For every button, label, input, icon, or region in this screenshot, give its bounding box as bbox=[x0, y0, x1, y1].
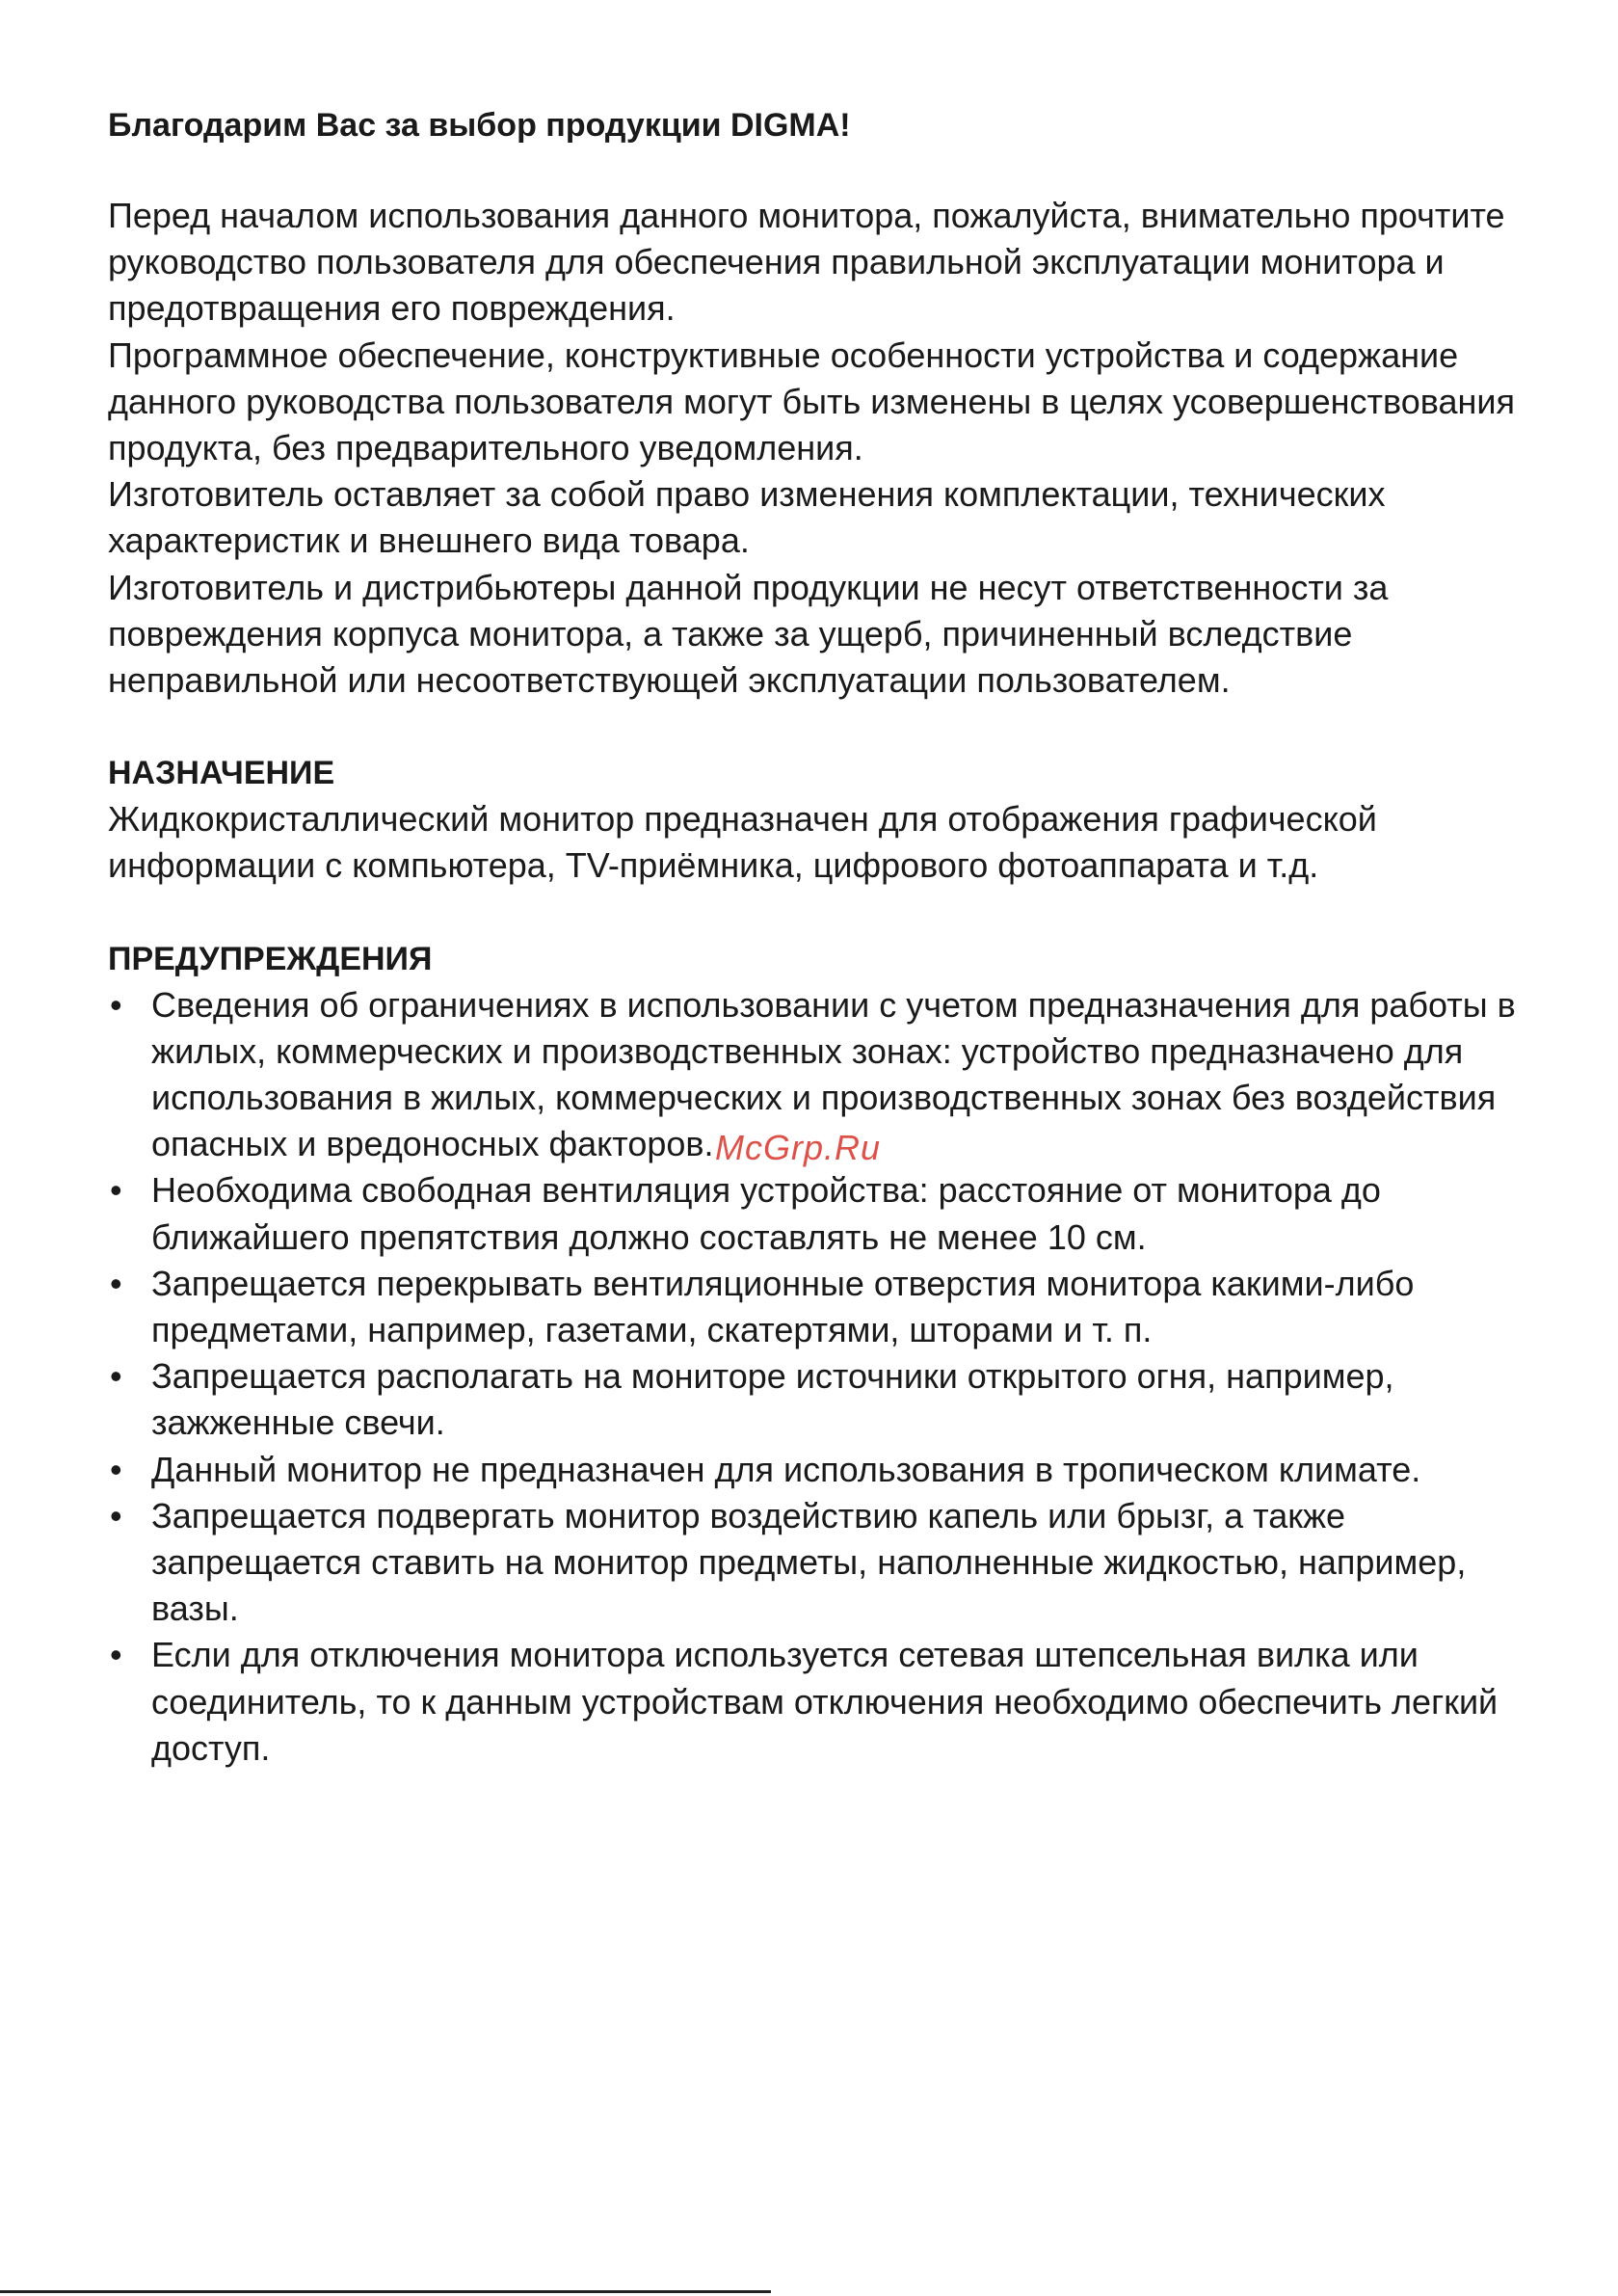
warnings-list bbox=[108, 982, 1525, 1772]
purpose-text: Жидкокристаллический монитор предназначен для отображения графической информации с компьютера, TV-приёмника, цифрового фотоаппарата и т.д. bbox=[108, 799, 1377, 886]
warning-text: Запрещается перекрывать вентиляционные отверстия монитора какими-либо предметами, например, газетами, скатертями, шторами и т. п. bbox=[151, 1263, 1415, 1350]
intro-paragraph: Перед началом использования данного монитора, пожалуйста, внимательно прочтите руководство пользователя для обеспечения правильной эксплуатации монитора и предотвращения его повреждения. bbox=[108, 196, 1505, 329]
purpose-heading: НАЗНАЧЕНИЕ bbox=[108, 755, 335, 792]
bullet-icon: • bbox=[110, 1449, 122, 1489]
list-item bbox=[108, 1447, 1525, 1493]
warning-text: Данный монитор не предназначен для использования в тропическом климате. bbox=[151, 1449, 1421, 1489]
warning-text: Запрещается подвергать монитор воздействию капель или брызг, а также запрещается ставить на монитор предметы, наполненные жидкостью, например, вазы. bbox=[151, 1495, 1467, 1629]
warning-text: Необходима свободная вентиляция устройства: расстояние от монитора до ближайшего препятствия должно составлять не менее 10 см. bbox=[151, 1170, 1381, 1257]
intro-section bbox=[108, 193, 1525, 704]
list-item bbox=[108, 1261, 1525, 1353]
thanks-heading: Благодарим Вас за выбор продукции DIGMA! bbox=[108, 107, 851, 144]
intro-paragraph: Изготовитель и дистрибьютеры данной продукции не несут ответственности за повреждения корпуса монитора, а также за ущерб, причиненный вследствие неправильной или несоответствующей эксплуатации пользователем. bbox=[108, 567, 1389, 701]
warnings-section bbox=[108, 936, 1525, 1772]
list-item bbox=[108, 1493, 1525, 1633]
bottom-divider bbox=[0, 2290, 771, 2293]
warnings-heading: ПРЕДУПРЕЖДЕНИЯ bbox=[108, 940, 433, 977]
bullet-icon: • bbox=[110, 1635, 122, 1675]
warning-text: Запрещается располагать на мониторе источники открытого огня, например, зажженные свечи. bbox=[151, 1356, 1394, 1443]
intro-paragraph: Программное обеспечение, конструктивные особенности устройства и содержание данного руководства пользователя могут быть изменены в целях усовершенствования продукта, без предварительного уведомления. bbox=[108, 334, 1516, 468]
list-item bbox=[108, 1167, 1525, 1260]
bullet-icon: • bbox=[110, 1170, 122, 1211]
list-item bbox=[108, 1353, 1525, 1446]
bullet-icon: • bbox=[110, 1495, 122, 1535]
intro-paragraph: Изготовитель оставляет за собой право изменения комплектации, технических характеристик и внешнего вида товара. bbox=[108, 474, 1386, 561]
document-page bbox=[108, 102, 1525, 1772]
watermark: McGrp.Ru bbox=[715, 1128, 882, 1167]
purpose-section bbox=[108, 750, 1525, 889]
bullet-icon: • bbox=[110, 984, 122, 1025]
list-item bbox=[108, 1632, 1525, 1772]
bullet-icon: • bbox=[110, 1263, 122, 1303]
bullet-icon: • bbox=[110, 1356, 122, 1397]
warning-text: Сведения об ограничениях в использовании с учетом предназначения для работы в жилых, коммерческих и производственных зонах: устройство предназначено для использования в жилых, коммерческих и производственных зонах без воздействия опасных и вредоносных факторов. bbox=[151, 984, 1516, 1164]
warning-text: Если для отключения монитора используется сетевая штепсельная вилка или соединитель, то к данным устройствам отключения необходимо обеспечить легкий доступ. bbox=[151, 1635, 1499, 1768]
